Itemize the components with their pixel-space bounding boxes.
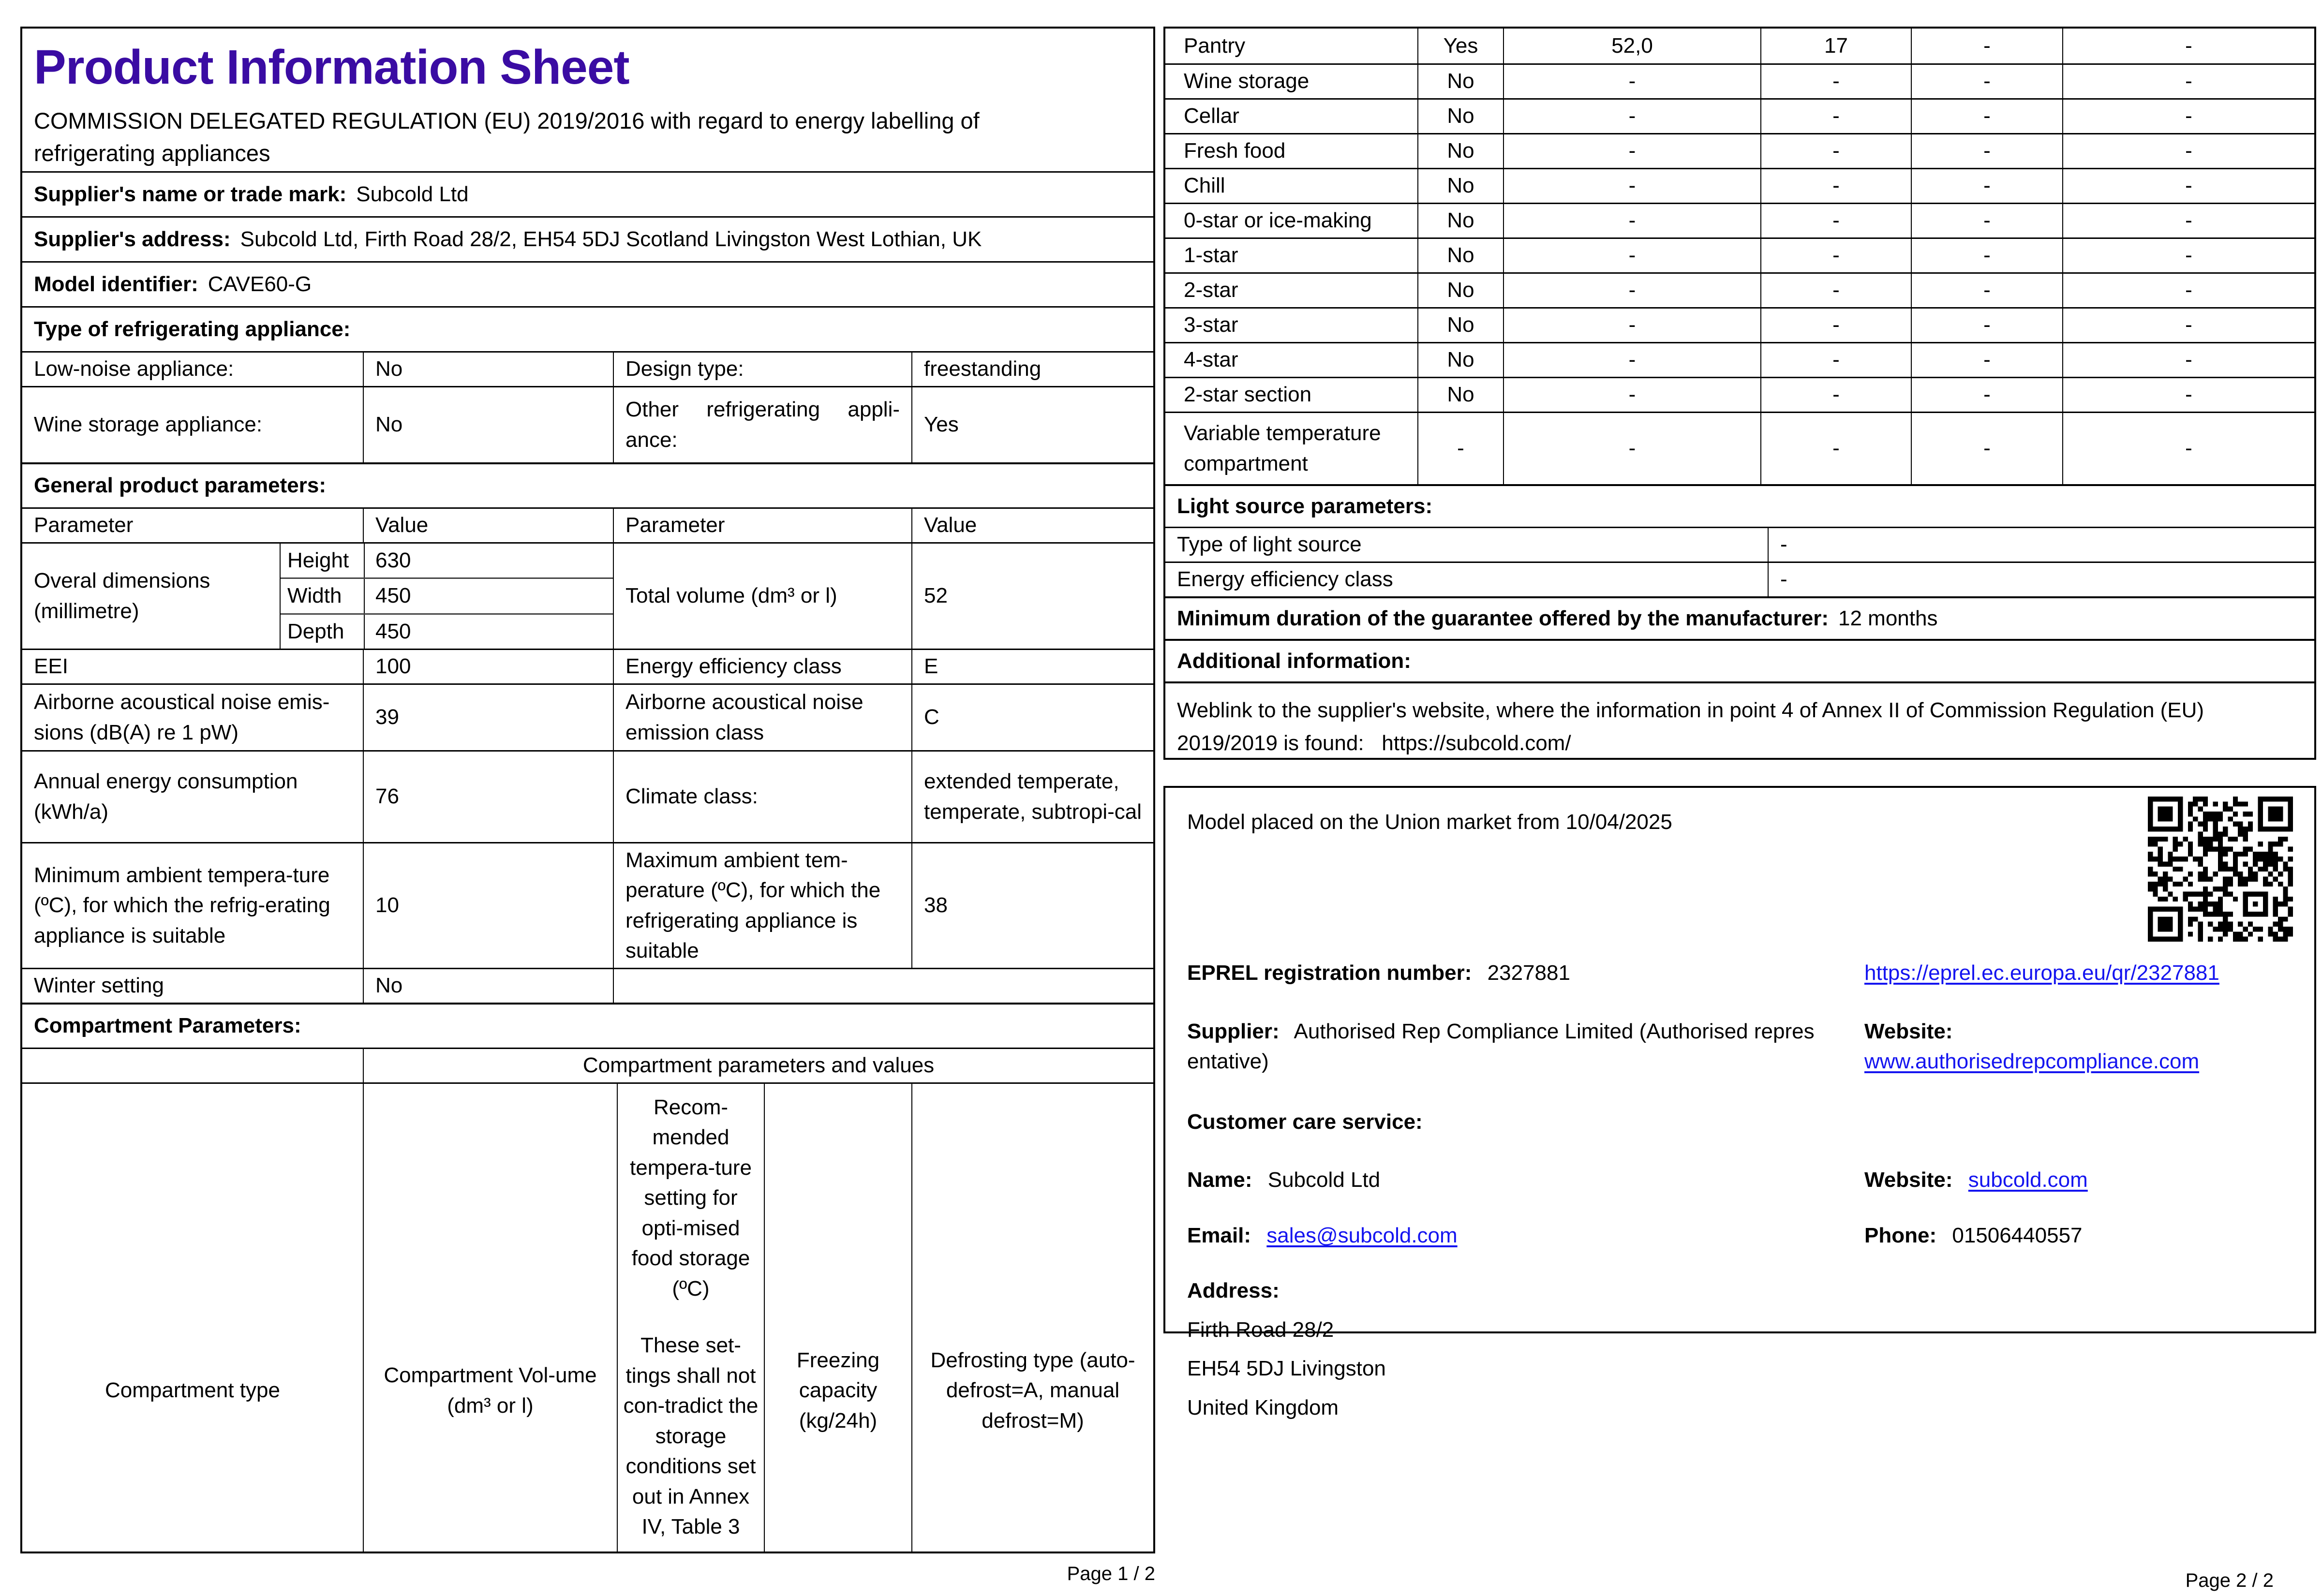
row-ambient-temperature <box>22 842 1153 968</box>
care-name <box>1187 1165 1845 1195</box>
compartment-value-cell: - <box>1911 343 2062 377</box>
compartment-value-cell: No <box>1417 343 1503 377</box>
compartment-value-cell: - <box>1760 134 1911 168</box>
max-ambient-label: Maximum ambient tem-perature (ºC), for which the refrigerating appliance is suitable <box>613 843 911 968</box>
qr-code-graphic <box>2148 797 2293 942</box>
compartment-value-cell: - <box>2062 378 2314 412</box>
compartment-type-cell: Chill <box>1184 174 1225 198</box>
light-source-value: - <box>1768 563 2314 596</box>
compartment-value-cell: - <box>1503 378 1760 412</box>
weblink-text: Weblink to the supplier's website, where the information in point 4 of Annex II of Commission Regulation (EU) 2019/2019 is found: <box>1177 698 2204 755</box>
comp-col-temperature <box>617 1084 764 1552</box>
compartment-value-cell: - <box>2062 239 2314 272</box>
eprel-value: 2327881 <box>1487 961 1570 985</box>
row-dimensions <box>22 542 1153 649</box>
compartment-type-cell: 4-star <box>1184 348 1238 372</box>
comp-span-header: Compartment parameters and values <box>363 1049 1153 1082</box>
compartment-value-cell: No <box>1417 134 1503 168</box>
light-source-heading: Light source parameters: <box>1165 484 2314 527</box>
noise-value: 39 <box>363 685 613 750</box>
dimension-subrow <box>281 613 613 649</box>
dimension-value: 630 <box>364 544 613 577</box>
energy-class-value: E <box>911 650 1153 683</box>
compartment-row <box>1165 272 2314 307</box>
compartment-type-cell: 2-star section <box>1184 383 1312 407</box>
compartment-row <box>1165 29 2314 63</box>
compartment-value-cell: - <box>1503 274 1760 307</box>
email-link[interactable]: sales@subcold.com <box>1266 1223 1458 1247</box>
noise-class-value: C <box>911 685 1153 750</box>
compartment-value-cell: - <box>1911 134 2062 168</box>
compartment-value-cell: No <box>1417 239 1503 272</box>
address-block <box>1187 1276 2292 1423</box>
care-name-row <box>1187 1165 2292 1195</box>
compartment-value-cell: - <box>1760 65 1911 98</box>
compartment-value-cell: - <box>2062 134 2314 168</box>
compartment-value-cell: Yes <box>1417 29 1503 63</box>
compartment-value-cell: - <box>2062 309 2314 342</box>
page-1-sheet <box>20 27 1155 1553</box>
supplier-address-cell <box>22 218 1153 261</box>
total-volume-value: 52 <box>911 544 1153 649</box>
compartment-heading-cell <box>22 1005 1153 1048</box>
compartment-row <box>1165 237 2314 272</box>
compartment-value-cell: No <box>1417 378 1503 412</box>
low-noise-label: Low-noise appliance: <box>34 357 234 381</box>
winter-setting-label: Winter setting <box>34 974 164 998</box>
compartment-row <box>1165 133 2314 168</box>
compartment-value-cell: - <box>1760 204 1911 237</box>
compartment-value-cell: No <box>1417 100 1503 133</box>
page1-header <box>22 29 1153 171</box>
compartment-value-cell: - <box>1417 413 1503 484</box>
supplier-address-value: Subcold Ltd, Firth Road 28/2, EH54 5DJ Scotland Livingston West Lothian, UK <box>240 227 982 251</box>
low-noise-value: No <box>363 353 613 386</box>
supplier-name-cell <box>22 173 1153 216</box>
compartment-value-cell: - <box>1760 413 1911 484</box>
compartment-value-cell: - <box>1911 169 2062 203</box>
eei-value: 100 <box>363 650 613 683</box>
other-appliance-value: Yes <box>911 387 1153 462</box>
compartment-row <box>1165 342 2314 377</box>
consumption-value: 76 <box>363 752 613 842</box>
supplier-info <box>1187 1017 1845 1077</box>
care-website <box>1864 1165 2251 1195</box>
compartment-value-cell: - <box>1911 413 2062 484</box>
compartment-value-cell: - <box>1760 343 1911 377</box>
model-identifier-label: Model identifier: <box>34 272 198 296</box>
regulation-subtitle: COMMISSION DELEGATED REGULATION (EU) 2019/2016 with regard to energy labelling of refrigerating appliances <box>34 108 980 166</box>
compartment-value-cell: - <box>1503 239 1760 272</box>
compartment-value-cell: - <box>1503 309 1760 342</box>
address-lines <box>1187 1315 2292 1423</box>
compartment-value-cell: - <box>1760 239 1911 272</box>
compartment-value-cell: - <box>2062 413 2314 484</box>
consumption-label: Annual energy consumption (kWh/a) <box>34 769 298 824</box>
supplier-row <box>1187 1017 2292 1077</box>
page2-footer: Page 2 / 2 <box>2185 1570 2274 1591</box>
weblink-url: https://subcold.com/ <box>1382 731 1571 755</box>
row-general-heading <box>22 462 1153 507</box>
compartment-type-cell: Variable temperature compartment <box>1184 421 1381 475</box>
compartment-type-cell: Pantry <box>1184 33 1246 58</box>
compartment-row <box>1165 412 2314 484</box>
compartment-value-cell: - <box>2062 65 2314 98</box>
compartment-row <box>1165 168 2314 203</box>
address-line: EH54 5DJ Livingston <box>1187 1357 1386 1381</box>
row-weblink <box>1165 681 2314 770</box>
design-type-label: Design type: <box>613 353 911 386</box>
row-compartment-heading <box>22 1003 1153 1048</box>
light-source-row <box>1165 527 2314 562</box>
customer-care-heading <box>1187 1107 2292 1137</box>
eei-label: EEI <box>34 654 68 679</box>
eprel-link[interactable]: https://eprel.ec.europa.eu/qr/2327881 <box>1864 961 2219 985</box>
eprel-row <box>1187 958 2292 988</box>
light-source-param: Energy efficiency class <box>1177 567 1393 591</box>
compartment-value-cell: - <box>2062 274 2314 307</box>
value-header-1: Value <box>363 509 613 542</box>
compartment-type-cell: Wine storage <box>1184 69 1310 93</box>
compartment-value-cell: - <box>1760 309 1911 342</box>
compartment-value-cell: 52,0 <box>1503 29 1760 63</box>
noise-label: Airborne acoustical noise emis-sions (dB(A) re 1 pW) <box>34 690 330 744</box>
min-ambient-label: Minimum ambient tempera-ture (ºC), for which the refrig-erating appliance is suitable <box>34 863 330 947</box>
compartment-value-cell: - <box>1911 378 2062 412</box>
compartment-type-cell: Fresh food <box>1184 139 1286 163</box>
general-heading-cell <box>22 464 1153 507</box>
compartment-type-cell: 1-star <box>1184 243 1238 267</box>
compartment-value-cell: - <box>1911 29 2062 63</box>
row-wine-storage <box>22 386 1153 462</box>
care-email-row <box>1187 1221 2292 1251</box>
model-identifier-cell <box>22 263 1153 306</box>
compartment-value-cell: No <box>1417 169 1503 203</box>
dimension-value: 450 <box>364 579 613 613</box>
supplier-value: Authorised Rep Compliance Limited (Authorised repres entative) <box>1187 1019 1815 1074</box>
compartment-value-cell: No <box>1417 309 1503 342</box>
compartment-value-cell: - <box>1911 100 2062 133</box>
comp-col-freezing: Freezing capacity (kg/24h) <box>764 1084 911 1552</box>
supplier-name-value: Subcold Ltd <box>356 182 469 206</box>
row-model-identifier <box>22 261 1153 306</box>
row-energy-consumption <box>22 750 1153 842</box>
other-appliance-label: Other refrigerating appli-ance: <box>613 387 911 462</box>
page-title: Product Information Sheet <box>34 40 629 94</box>
type-heading-cell <box>22 308 1153 351</box>
care-phone <box>1864 1221 2251 1251</box>
compartment-value-cell: - <box>1760 169 1911 203</box>
address-label: Address: <box>1187 1279 1280 1303</box>
compartment-type-cell: 2-star <box>1184 278 1238 302</box>
compartment-value-cell: - <box>1503 343 1760 377</box>
compartment-row <box>1165 377 2314 412</box>
dimension-subrow <box>281 544 613 577</box>
compartment-value-cell: - <box>1503 134 1760 168</box>
row-supplier-name <box>22 171 1153 216</box>
additional-info-heading: Additional information: <box>1165 639 2314 681</box>
compartment-value-cell: - <box>2062 169 2314 203</box>
care-email <box>1187 1221 1845 1251</box>
row-eei <box>22 649 1153 683</box>
compartment-heading-label: Compartment Parameters: <box>34 1014 301 1038</box>
compartment-value-cell: No <box>1417 274 1503 307</box>
supplier-website <box>1864 1017 2251 1077</box>
care-website-link[interactable]: subcold.com <box>1968 1168 2088 1192</box>
comp-col-temperature-part1: Recom-mended tempera-ture setting for opti-mised food storage (ºC) <box>630 1095 752 1300</box>
dimensions-label: Overal dimensions (millimetre) <box>34 569 210 623</box>
comp-col-type: Compartment type <box>105 1378 280 1403</box>
climate-class-value: extended temperate, temperate, subtropi-cal <box>911 752 1153 842</box>
market-placed-text: Model placed on the Union market from 10/04/2025 <box>1187 810 1672 834</box>
general-heading-label: General product parameters: <box>34 473 326 498</box>
dimension-subrow <box>281 577 613 613</box>
dimension-name: Width <box>287 584 342 608</box>
supplier-name-label: Supplier's name or trade mark: <box>34 182 347 206</box>
page-2-upper-table <box>1163 27 2316 760</box>
climate-class-label: Climate class: <box>613 752 911 842</box>
compartment-value-cell: - <box>2062 29 2314 63</box>
design-type-value: freestanding <box>911 353 1153 386</box>
compartment-type-cell: Cellar <box>1184 104 1239 128</box>
eprel-registration <box>1187 958 1845 988</box>
care-name-label: Name: <box>1187 1168 1252 1192</box>
qr-code <box>2148 797 2293 942</box>
supplier-website-link[interactable]: www.authorisedrepcompliance.com <box>1864 1049 2200 1074</box>
eprel-label: EPREL registration number: <box>1187 961 1472 985</box>
compartment-value-cell: No <box>1417 65 1503 98</box>
address-line: Firth Road 28/2 <box>1187 1317 1334 1342</box>
dimensions-subtable <box>280 544 613 649</box>
email-label: Email: <box>1187 1223 1251 1247</box>
row-param-header <box>22 507 1153 542</box>
comp-col-defrosting: Defrosting type (auto-defrost=A, manual defrost=M) <box>911 1084 1153 1552</box>
noise-class-label: Airborne acoustical noise emission class <box>613 685 911 750</box>
compartment-row <box>1165 63 2314 98</box>
compartment-value-cell: - <box>1760 378 1911 412</box>
comp-col-temperature-part2: These set-tings shall not con-tradict the storage conditions set out in Annex IV, Table 3 <box>623 1333 759 1539</box>
row-type-heading <box>22 306 1153 351</box>
compartment-type-cell: 3-star <box>1184 313 1238 337</box>
guarantee-cell <box>1165 598 2314 639</box>
dimension-name: Height <box>287 548 349 572</box>
energy-class-label: Energy efficiency class <box>613 650 911 683</box>
compartment-value-cell: - <box>1503 100 1760 133</box>
row-winter-setting <box>22 968 1153 1003</box>
compartment-value-cell: - <box>1503 413 1760 484</box>
dimension-name: Depth <box>287 619 344 643</box>
compartment-value-cell: - <box>2062 100 2314 133</box>
compartment-value-cell: - <box>2062 343 2314 377</box>
model-identifier-value: CAVE60-G <box>208 272 312 296</box>
dimension-value: 450 <box>364 615 613 649</box>
value-header-2: Value <box>911 509 1153 542</box>
supplier-website-label: Website: <box>1864 1019 1953 1043</box>
compartment-value-cell: - <box>1911 204 2062 237</box>
row-guarantee <box>1165 596 2314 639</box>
compartment-type-cell: 0-star or ice-making <box>1184 208 1372 233</box>
compartment-value-cell: 17 <box>1760 29 1911 63</box>
comp-span-empty <box>22 1049 363 1082</box>
compartment-value-cell: - <box>1911 274 2062 307</box>
row-noise <box>22 683 1153 750</box>
total-volume-label: Total volume (dm³ or l) <box>613 544 911 649</box>
light-source-value: - <box>1768 528 2314 562</box>
care-website-label: Website: <box>1864 1168 1953 1192</box>
supplier-address-label: Supplier's address: <box>34 227 231 251</box>
param-header-2: Parameter <box>613 509 911 542</box>
wine-storage-label: Wine storage appliance: <box>34 413 263 437</box>
param-header-1: Parameter <box>34 513 134 537</box>
phone-label: Phone: <box>1864 1223 1937 1247</box>
market-info-box <box>1163 786 2316 1419</box>
winter-setting-value: No <box>363 969 613 1003</box>
compartment-value-cell: - <box>1760 274 1911 307</box>
compartment-value-cell: - <box>1760 100 1911 133</box>
address-line: United Kingdom <box>1187 1395 1339 1419</box>
winter-setting-empty <box>613 969 1153 1003</box>
guarantee-value: 12 months <box>1838 606 1938 630</box>
customer-care-label: Customer care service: <box>1187 1109 1423 1134</box>
max-ambient-value: 38 <box>911 843 1153 968</box>
compartment-value-cell: - <box>1503 169 1760 203</box>
min-ambient-value: 10 <box>363 843 613 968</box>
type-heading-label: Type of refrigerating appliance: <box>34 317 351 341</box>
light-source-param: Type of light source <box>1177 532 1362 557</box>
phone-value: 01506440557 <box>1952 1223 2083 1247</box>
compartment-value-cell: - <box>1911 309 2062 342</box>
supplier-label: Supplier: <box>1187 1019 1280 1043</box>
compartment-row <box>1165 307 2314 342</box>
row-supplier-address <box>22 216 1153 261</box>
guarantee-label: Minimum duration of the guarantee offered by the manufacturer: <box>1177 606 1829 630</box>
compartment-value-cell: - <box>1503 65 1760 98</box>
wine-storage-value: No <box>363 387 613 462</box>
compartment-value-cell: - <box>1911 239 2062 272</box>
compartment-value-cell: - <box>1503 204 1760 237</box>
compartment-value-cell: - <box>2062 204 2314 237</box>
compartment-row <box>1165 203 2314 237</box>
page1-footer: Page 1 / 2 <box>1067 1563 1155 1584</box>
row-low-noise <box>22 351 1153 386</box>
compartment-value-cell: No <box>1417 204 1503 237</box>
row-comp-span-header <box>22 1048 1153 1082</box>
light-source-row <box>1165 562 2314 596</box>
care-name-value: Subcold Ltd <box>1267 1168 1381 1192</box>
row-comp-column-headers <box>22 1082 1153 1552</box>
comp-col-volume: Compartment Vol-ume (dm³ or l) <box>363 1084 617 1552</box>
compartment-row <box>1165 98 2314 133</box>
compartment-value-cell: - <box>1911 65 2062 98</box>
